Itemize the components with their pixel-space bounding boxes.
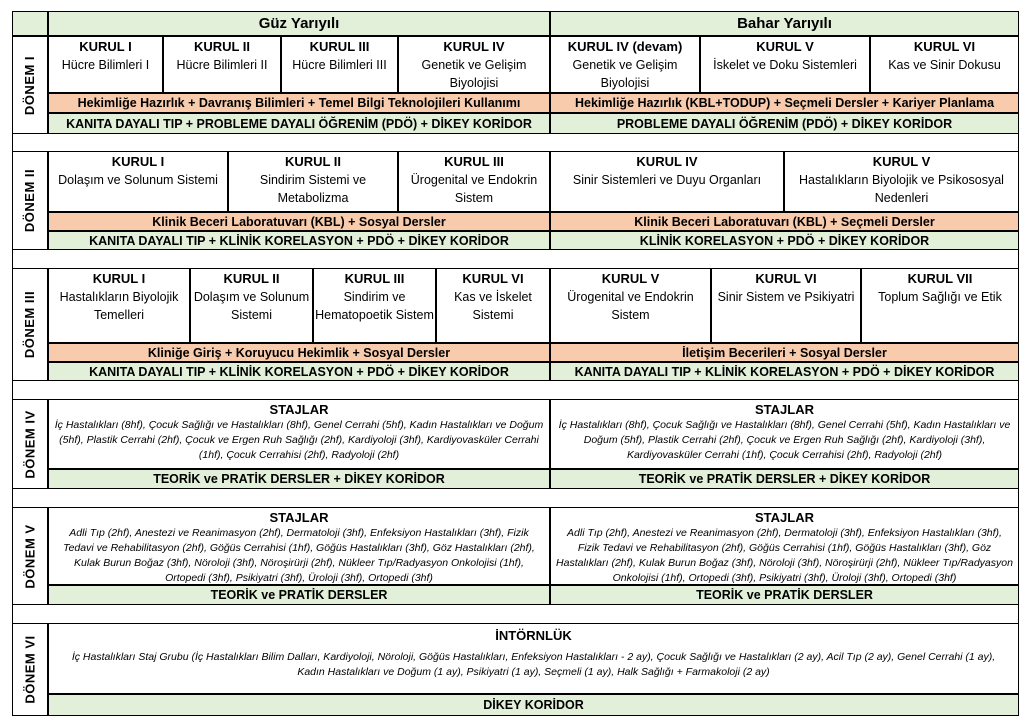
d5-fall-stajlar: STAJLAR Adli Tıp (2hf), Anestezi ve Reanimasyon (2hf), Dermatoloji (3hf), Enfeksiyon Hastalıkları (3hf), Fizik Tedavi ve Rehabilitasyon (2hf), Göğüs Cerrahisi (1hf), Göğüs Hastalıkları (3hf), Göz Hastalıkları (2hf), Kulak Burun Boğaz (3hf), Nöroloji (3hf), Nöroşirürji (2hf), Nükleer Tıp/Radyasyon Onkolojisi (1hf), Ortopedi (3hf), Psikiyatri (3hf), Üroloji (3hf), Ortopedi (3hf)	[48, 507, 550, 585]
d1-kurul-5: KURUL V İskelet ve Doku Sistemleri	[700, 36, 870, 93]
d2-kurul-5: KURUL V Hastalıkların Biyolojik ve Psikososyal Nedenleri	[784, 151, 1019, 212]
separator	[12, 381, 1019, 399]
donem-3-label: DÖNEM III	[12, 268, 48, 381]
d1-spring-bar-1: Hekimliğe Hazırlık (KBL+TODUP) + Seçmeli Dersler + Kariyer Planlama	[550, 93, 1019, 113]
donem-5-label: DÖNEM V	[12, 507, 48, 605]
separator	[12, 134, 1019, 151]
d1-kurul-6: KURUL VI Kas ve Sinir Dokusu	[870, 36, 1019, 93]
d1-kurul-3: KURUL III Hücre Bilimleri III	[281, 36, 398, 93]
d2-fall-bar-2: KANITA DAYALI TIP + KLİNİK KORELASYON + PDÖ + DİKEY KORİDOR	[48, 231, 550, 250]
donem-4-label: DÖNEM IV	[12, 399, 48, 489]
d5-spring-stajlar: STAJLAR Adli Tıp (2hf), Anestezi ve Reanimasyon (2hf), Dermatoloji (3hf), Enfeksiyon Hastalıkları (3hf), Fizik Tedavi ve Rehabilitasyon (2hf), Göğüs Cerrahisi (1hf), Göğüs Hastalıkları (3hf), Göz Hastalıkları (2hf), Kulak Burun Boğaz (3hf), Nöroloji (3hf), Nöroşirürji (2hf), Nükleer Tıp/Radyasyon Onkolojisi (1hf), Ortopedi (3hf), Psikiyatri (3hf), Üroloji (3hf), Ortopedi (3hf)	[550, 507, 1019, 585]
d4-fall-stajlar: STAJLAR İç Hastalıkları (8hf), Çocuk Sağlığı ve Hastalıkları (8hf), Genel Cerrahi (5hf), Kadın Hastalıkları ve Doğum (5hf), Plastik Cerrahi (2hf), Çocuk ve Ergen Ruh Sağlığı (2hf), Kardiyoloji (3hf), Kardiyovasküler Cerrahi (1hf), Çocuk Cerrahisi (2hf), Radyoloji (2hf)	[48, 399, 550, 469]
d1-kurul-4-devam: KURUL IV (devam) Genetik ve Gelişim Biyolojisi	[550, 36, 700, 93]
d1-kurul-1: KURUL I Hücre Bilimleri I	[48, 36, 163, 93]
d2-spring-bar-2: KLİNİK KORELASYON + PDÖ + DİKEY KORİDOR	[550, 231, 1019, 250]
donem-1-label: DÖNEM I	[12, 36, 48, 134]
d1-fall-bar-2: KANITA DAYALI TIP + PROBLEME DAYALI ÖĞRENİM (PDÖ) + DİKEY KORİDOR	[48, 113, 550, 134]
d1-fall-bar-1: Hekimliğe Hazırlık + Davranış Bilimleri + Temel Bilgi Teknolojileri Kullanımı	[48, 93, 550, 113]
d3-kurul-6-spring: KURUL VI Sinir Sistem ve Psikiyatri	[711, 268, 861, 343]
fall-semester-header: Güz Yarıyılı	[48, 11, 550, 36]
d3-kurul-5: KURUL V Ürogenital ve Endokrin Sistem	[550, 268, 711, 343]
d1-kurul-4: KURUL IV Genetik ve Gelişim Biyolojisi	[398, 36, 550, 93]
corner-cell	[12, 11, 48, 36]
d2-kurul-4: KURUL IV Sinir Sistemleri ve Duyu Organları	[550, 151, 784, 212]
separator	[12, 250, 1019, 268]
d3-spring-bar-2: KANITA DAYALI TIP + KLİNİK KORELASYON + PDÖ + DİKEY KORİDOR	[550, 362, 1019, 381]
separator	[12, 489, 1019, 507]
d1-spring-bar-2: PROBLEME DAYALI ÖĞRENİM (PDÖ) + DİKEY KORİDOR	[550, 113, 1019, 134]
d3-kurul-6-fall: KURUL VI Kas ve İskelet Sistemi	[436, 268, 550, 343]
d2-kurul-3: KURUL III Ürogenital ve Endokrin Sistem	[398, 151, 550, 212]
separator	[12, 605, 1019, 623]
d2-spring-bar-1: Klinik Beceri Laboratuvarı (KBL) + Seçmeli Dersler	[550, 212, 1019, 231]
d2-fall-bar-1: Klinik Beceri Laboratuvarı (KBL) + Sosyal Dersler	[48, 212, 550, 231]
d4-fall-bar: TEORİK ve PRATİK DERSLER + DİKEY KORİDOR	[48, 469, 550, 489]
spring-semester-header: Bahar Yarıyılı	[550, 11, 1019, 36]
d6-intornluk: İNTÖRNLÜK İç Hastalıkları Staj Grubu (İç Hastalıkları Bilim Dalları, Kardiyoloji, Nöroloji, Göğüs Hastalıkları, Enfeksiyon Hastalıkları - 2 ay), Çocuk Sağlığı ve Hastalıkları (2 ay), Acil Tıp (2 ay), Genel Cerrahi (1 ay), Kadın Hastalıkları ve Doğum (1 ay), Psikiyatri (1 ay), Seçmeli (1 ay), Halk Sağlığı + Farmakoloji (2 ay)	[48, 623, 1019, 694]
d4-spring-stajlar: STAJLAR İç Hastalıkları (8hf), Çocuk Sağlığı ve Hastalıkları (8hf), Genel Cerrahi (5hf), Kadın Hastalıkları ve Doğum (5hf), Plastik Cerrahi (2hf), Çocuk ve Ergen Ruh Sağlığı (2hf), Kardiyoloji (3hf), Kardiyovasküler Cerrahi (1hf), Çocuk Cerrahisi (2hf), Radyoloji (2hf)	[550, 399, 1019, 469]
d2-kurul-2: KURUL II Sindirim Sistemi ve Metabolizma	[228, 151, 398, 212]
donem-2-label: DÖNEM II	[12, 151, 48, 250]
d3-fall-bar-1: Kliniğe Giriş + Koruyucu Hekimlik + Sosyal Dersler	[48, 343, 550, 362]
d5-spring-bar: TEORİK ve PRATİK DERSLER	[550, 585, 1019, 605]
d1-kurul-2: KURUL II Hücre Bilimleri II	[163, 36, 281, 93]
d5-fall-bar: TEORİK ve PRATİK DERSLER	[48, 585, 550, 605]
donem-6-label: DÖNEM VI	[12, 623, 48, 716]
d3-kurul-3: KURUL III Sindirim ve Hematopoetik Sistem	[313, 268, 436, 343]
d4-spring-bar: TEORİK ve PRATİK DERSLER + DİKEY KORİDOR	[550, 469, 1019, 489]
d3-fall-bar-2: KANITA DAYALI TIP + KLİNİK KORELASYON + PDÖ + DİKEY KORİDOR	[48, 362, 550, 381]
d2-kurul-1: KURUL I Dolaşım ve Solunum Sistemi	[48, 151, 228, 212]
d3-kurul-7: KURUL VII Toplum Sağlığı ve Etik	[861, 268, 1019, 343]
d3-spring-bar-1: İletişim Becerileri + Sosyal Dersler	[550, 343, 1019, 362]
d6-bar: DİKEY KORİDOR	[48, 694, 1019, 716]
d3-kurul-2: KURUL II Dolaşım ve Solunum Sistemi	[190, 268, 313, 343]
d3-kurul-1: KURUL I Hastalıkların Biyolojik Temelleri	[48, 268, 190, 343]
